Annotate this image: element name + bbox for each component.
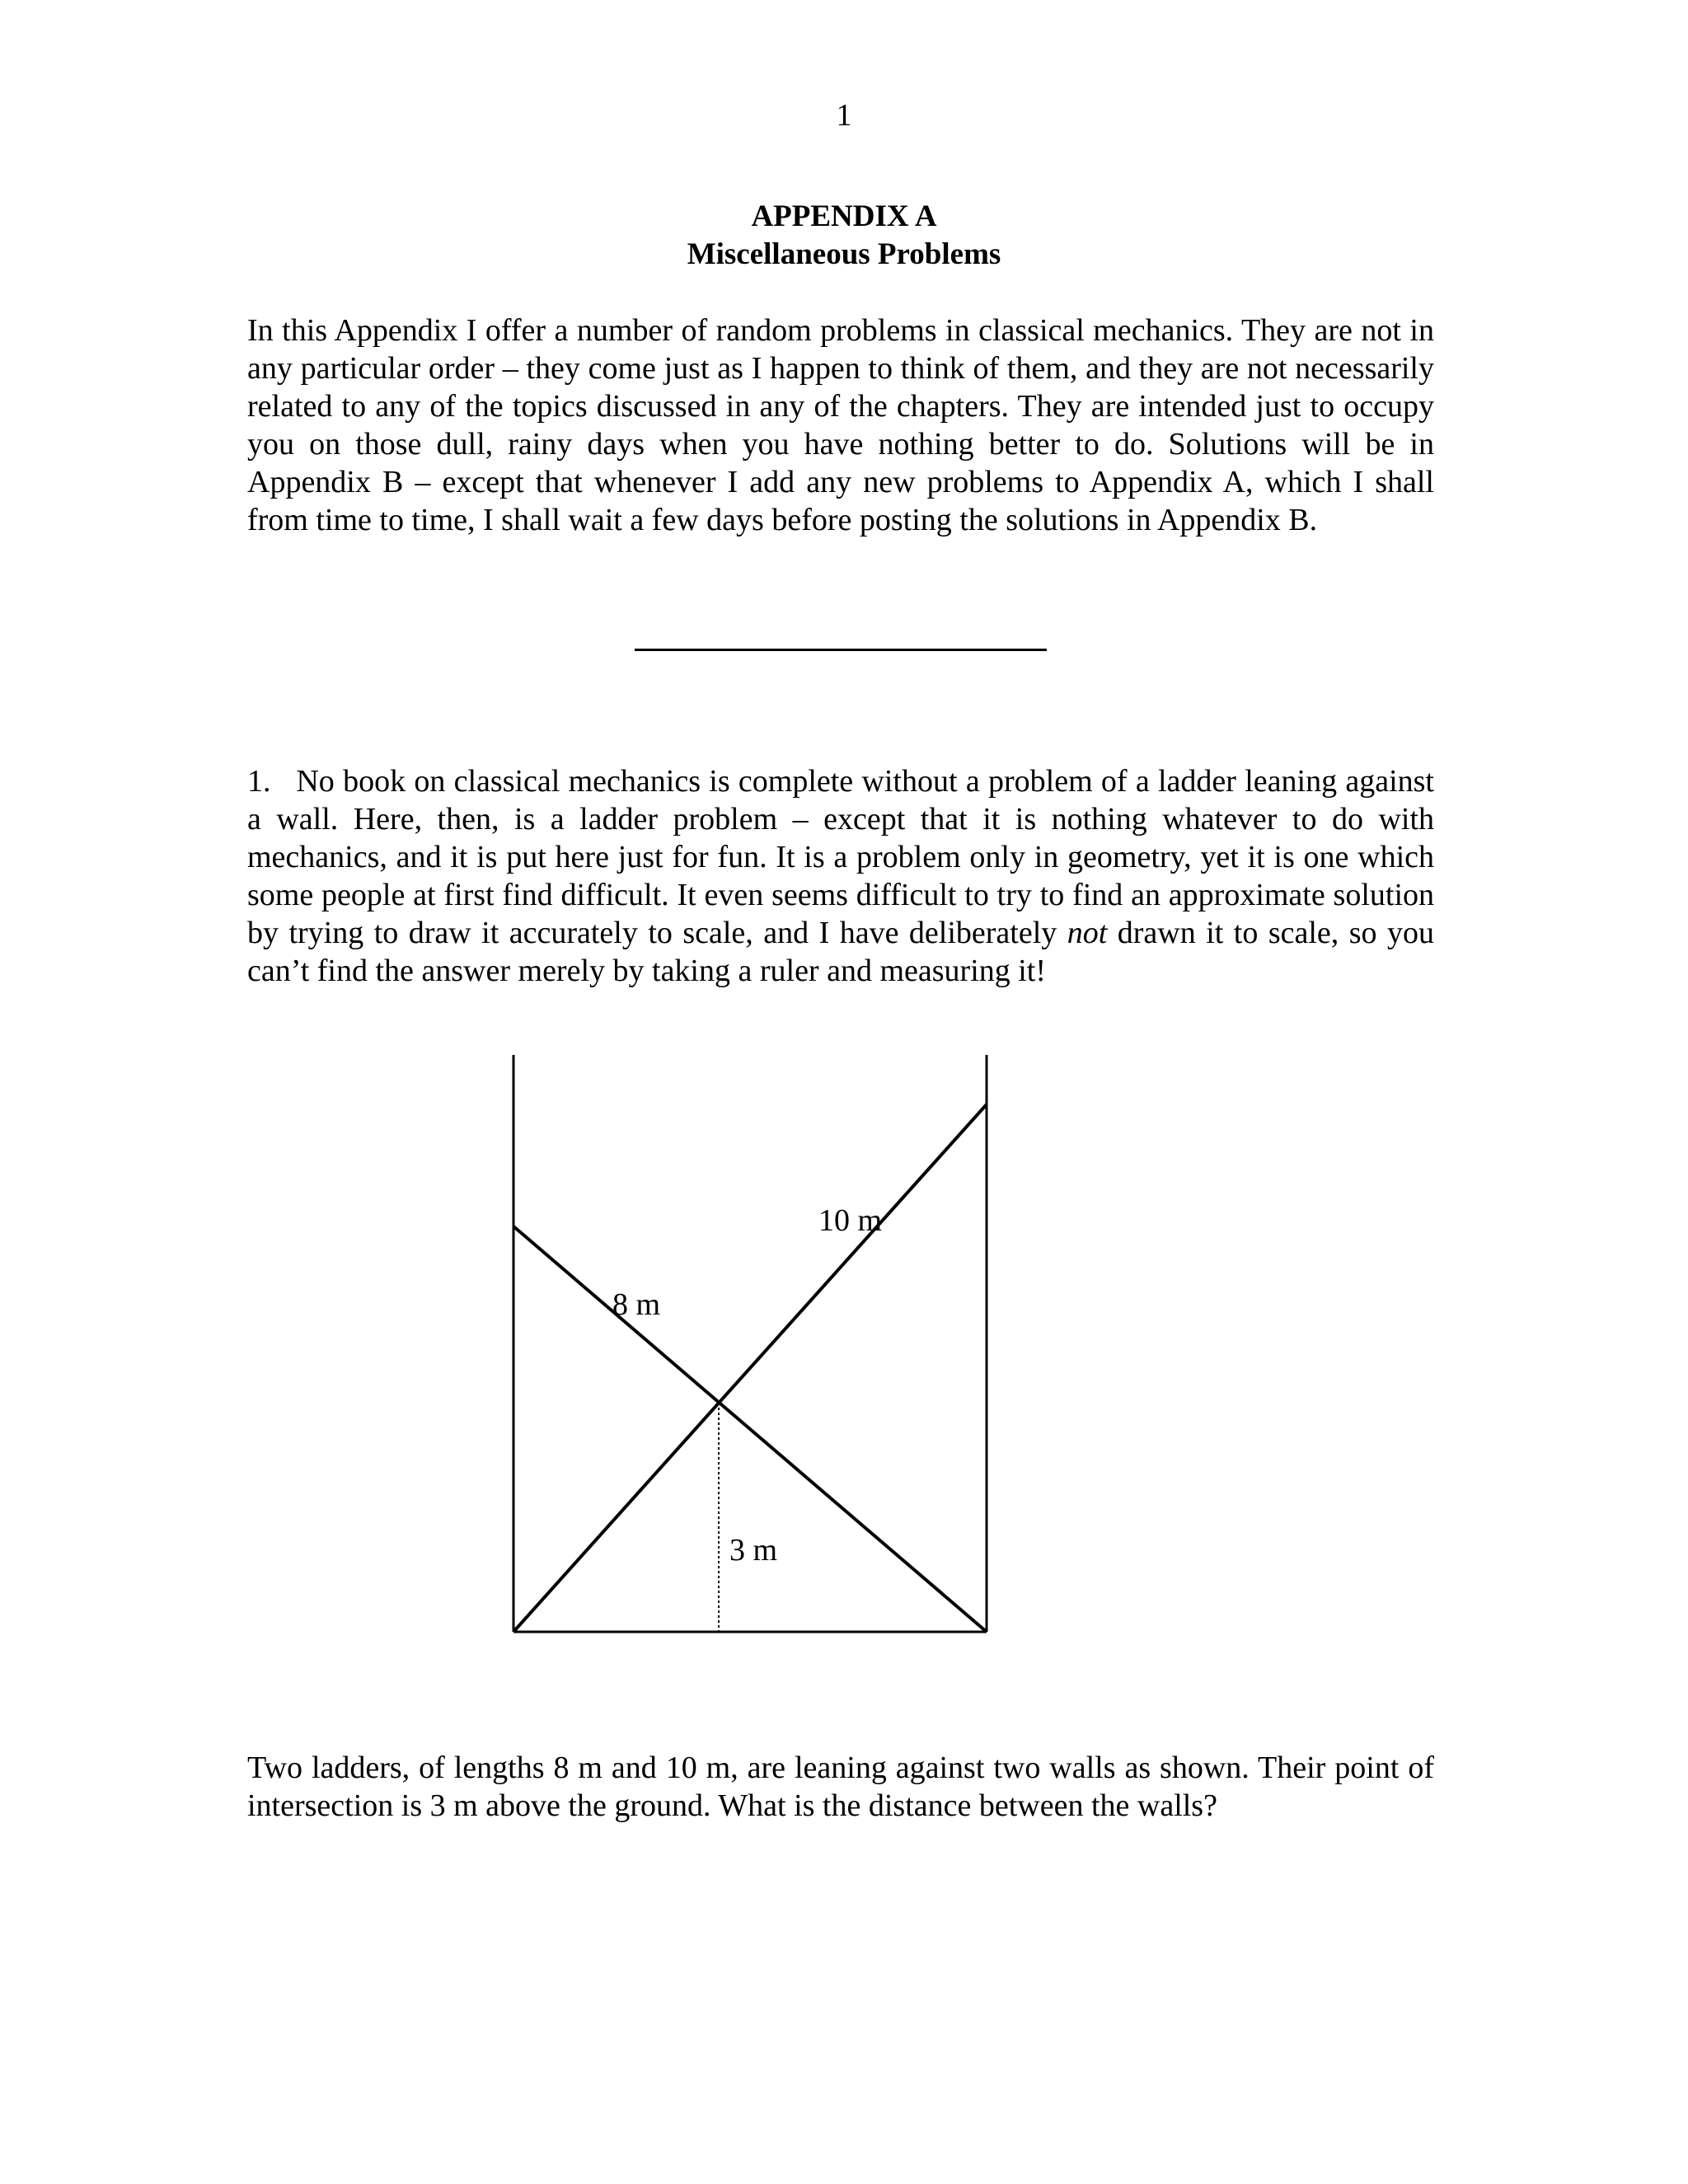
short-ladder-line [513, 1226, 987, 1632]
problem-1-statement [247, 762, 1434, 990]
problem-text-part-2: drawn it to scale, so you can’t find the answer merely by taking a ruler and measuring it! [247, 916, 1434, 988]
appendix-subtitle: Miscellaneous Problems [687, 237, 1001, 271]
appendix-title: APPENDIX A [751, 199, 937, 233]
page-number: 1 [836, 98, 852, 133]
problem-emphasis: not [1067, 916, 1108, 950]
height-label: 3 m [729, 1533, 778, 1568]
problem-1-question: Two ladders, of lengths 8 m and 10 m, are leaning against two walls as shown. Their point of intersection is 3 m above the ground. What is the distance between the walls? [247, 1750, 1434, 1823]
ladder-diagram [495, 1047, 1022, 1665]
appendix-heading [0, 198, 1688, 274]
long-ladder-label: 10 m [818, 1203, 883, 1238]
problem-text-part-1: No book on classical mechanics is complete without a problem of a ladder leaning against a wall. Here, then, is a ladder problem – except that it is nothing whatever to do with mechanics, and it is put here just for fun. It is a problem only in geometry, yet it is one which some people at first find difficult. It even seems difficult to try to find an approximate solution by trying to draw it accurately to scale, and I have deliberately [247, 764, 1434, 950]
intro-paragraph: In this Appendix I offer a number of random problems in classical mechanics. They are not in any particular order – they come just as I happen to think of them, and they are not necessarily related to any of the topics discussed in any of the chapters. They are intended just to occupy you on those dull, rainy days when you have nothing better to do. Solutions will be in Appendix B – except that whenever I add any new problems to Appendix A, which I shall from time to time, I shall wait a few days before posting the solutions in Appendix B. [247, 313, 1434, 537]
short-ladder-label: 8 m [612, 1287, 661, 1322]
section-divider [635, 649, 1047, 651]
problem-number: 1. [247, 764, 271, 799]
